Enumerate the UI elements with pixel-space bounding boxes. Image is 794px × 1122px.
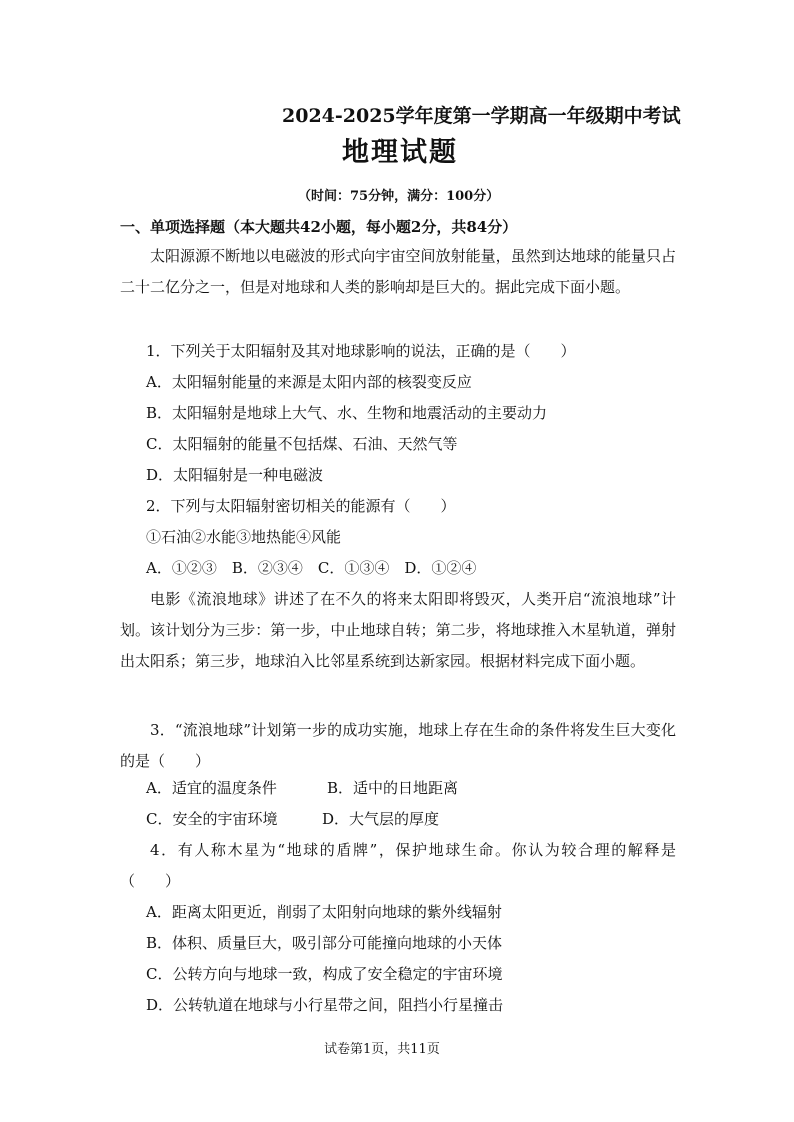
subject-title: 地理试题 (342, 137, 458, 168)
question-3-option-c: C．安全的宇宙环境 (146, 810, 278, 828)
question-1-option-b: B．太阳辐射是地球上大气、水、生物和地震活动的主要动力 (146, 404, 548, 422)
question-2-options: A．①②③ B．②③④ C．①③④ D．①②④ (146, 559, 477, 577)
question-1-option-c: C．太阳辐射的能量不包括煤、石油、天然气等 (146, 435, 458, 453)
question-2-stem: 2．下列与太阳辐射密切相关的能源有（ ） (146, 497, 456, 515)
question-3-option-d: D．大气层的厚度 (322, 810, 440, 828)
question-3-option-b: B．适中的日地距离 (327, 779, 459, 797)
question-4-option-b: B．体积、质量巨大，吸引部分可能撞向地球的小天体 (146, 934, 503, 952)
page-footer: 试卷第1页，共11页 (324, 1042, 440, 1057)
question-2-items: ①石油②水能③地热能④风能 (146, 528, 342, 546)
time-info: （时间：75分钟，满分：100分） (298, 189, 500, 204)
passage-2: 电影《流浪地球》讲述了在不久的将来太阳即将毁灭，人类开启“流浪地球”计划。该计划分为三步：第一步，中止地球自转；第二步，将地球推入木星轨道，弹射出太阳系；第三步，地球泊入比邻星系统到达新家园。根据材料完成下面小题。 (120, 590, 676, 670)
question-3-option-a: A．适宜的温度条件 (146, 779, 277, 797)
question-1-stem: 1．下列关于太阳辐射及其对地球影响的说法，正确的是（ ） (146, 342, 576, 360)
question-4-option-c: C．公转方向与地球一致，构成了安全稳定的宇宙环境 (146, 965, 503, 983)
section-heading: 一、单项选择题（本大题共42小题，每小题2分，共84分） (120, 218, 518, 236)
question-4-option-a: A．距离太阳更近，削弱了太阳射向地球的紫外线辐射 (146, 903, 502, 921)
passage-1: 太阳源源不断地以电磁波的形式向宇宙空间放射能量，虽然到达地球的能量只占二十二亿分之一，但是对地球和人类的影响却是巨大的。据此完成下面小题。 (120, 247, 676, 296)
question-3-stem: 3．“流浪地球”计划第一步的成功实施，地球上存在生命的条件将发生巨大变化的是（ ） (120, 721, 676, 770)
question-4-option-d: D．公转轨道在地球与小行星带之间，阻挡小行星撞击 (146, 996, 504, 1014)
exam-title: 2024-2025学年度第一学期高一年级期中考试 (282, 105, 681, 127)
question-4-stem: 4．有人称木星为“地球的盾牌”，保护地球生命。你认为较合理的解释是（ ） (120, 841, 676, 890)
question-1-option-a: A．太阳辐射能量的来源是太阳内部的核裂变反应 (146, 373, 472, 391)
question-1-option-d: D．太阳辐射是一种电磁波 (146, 466, 324, 484)
